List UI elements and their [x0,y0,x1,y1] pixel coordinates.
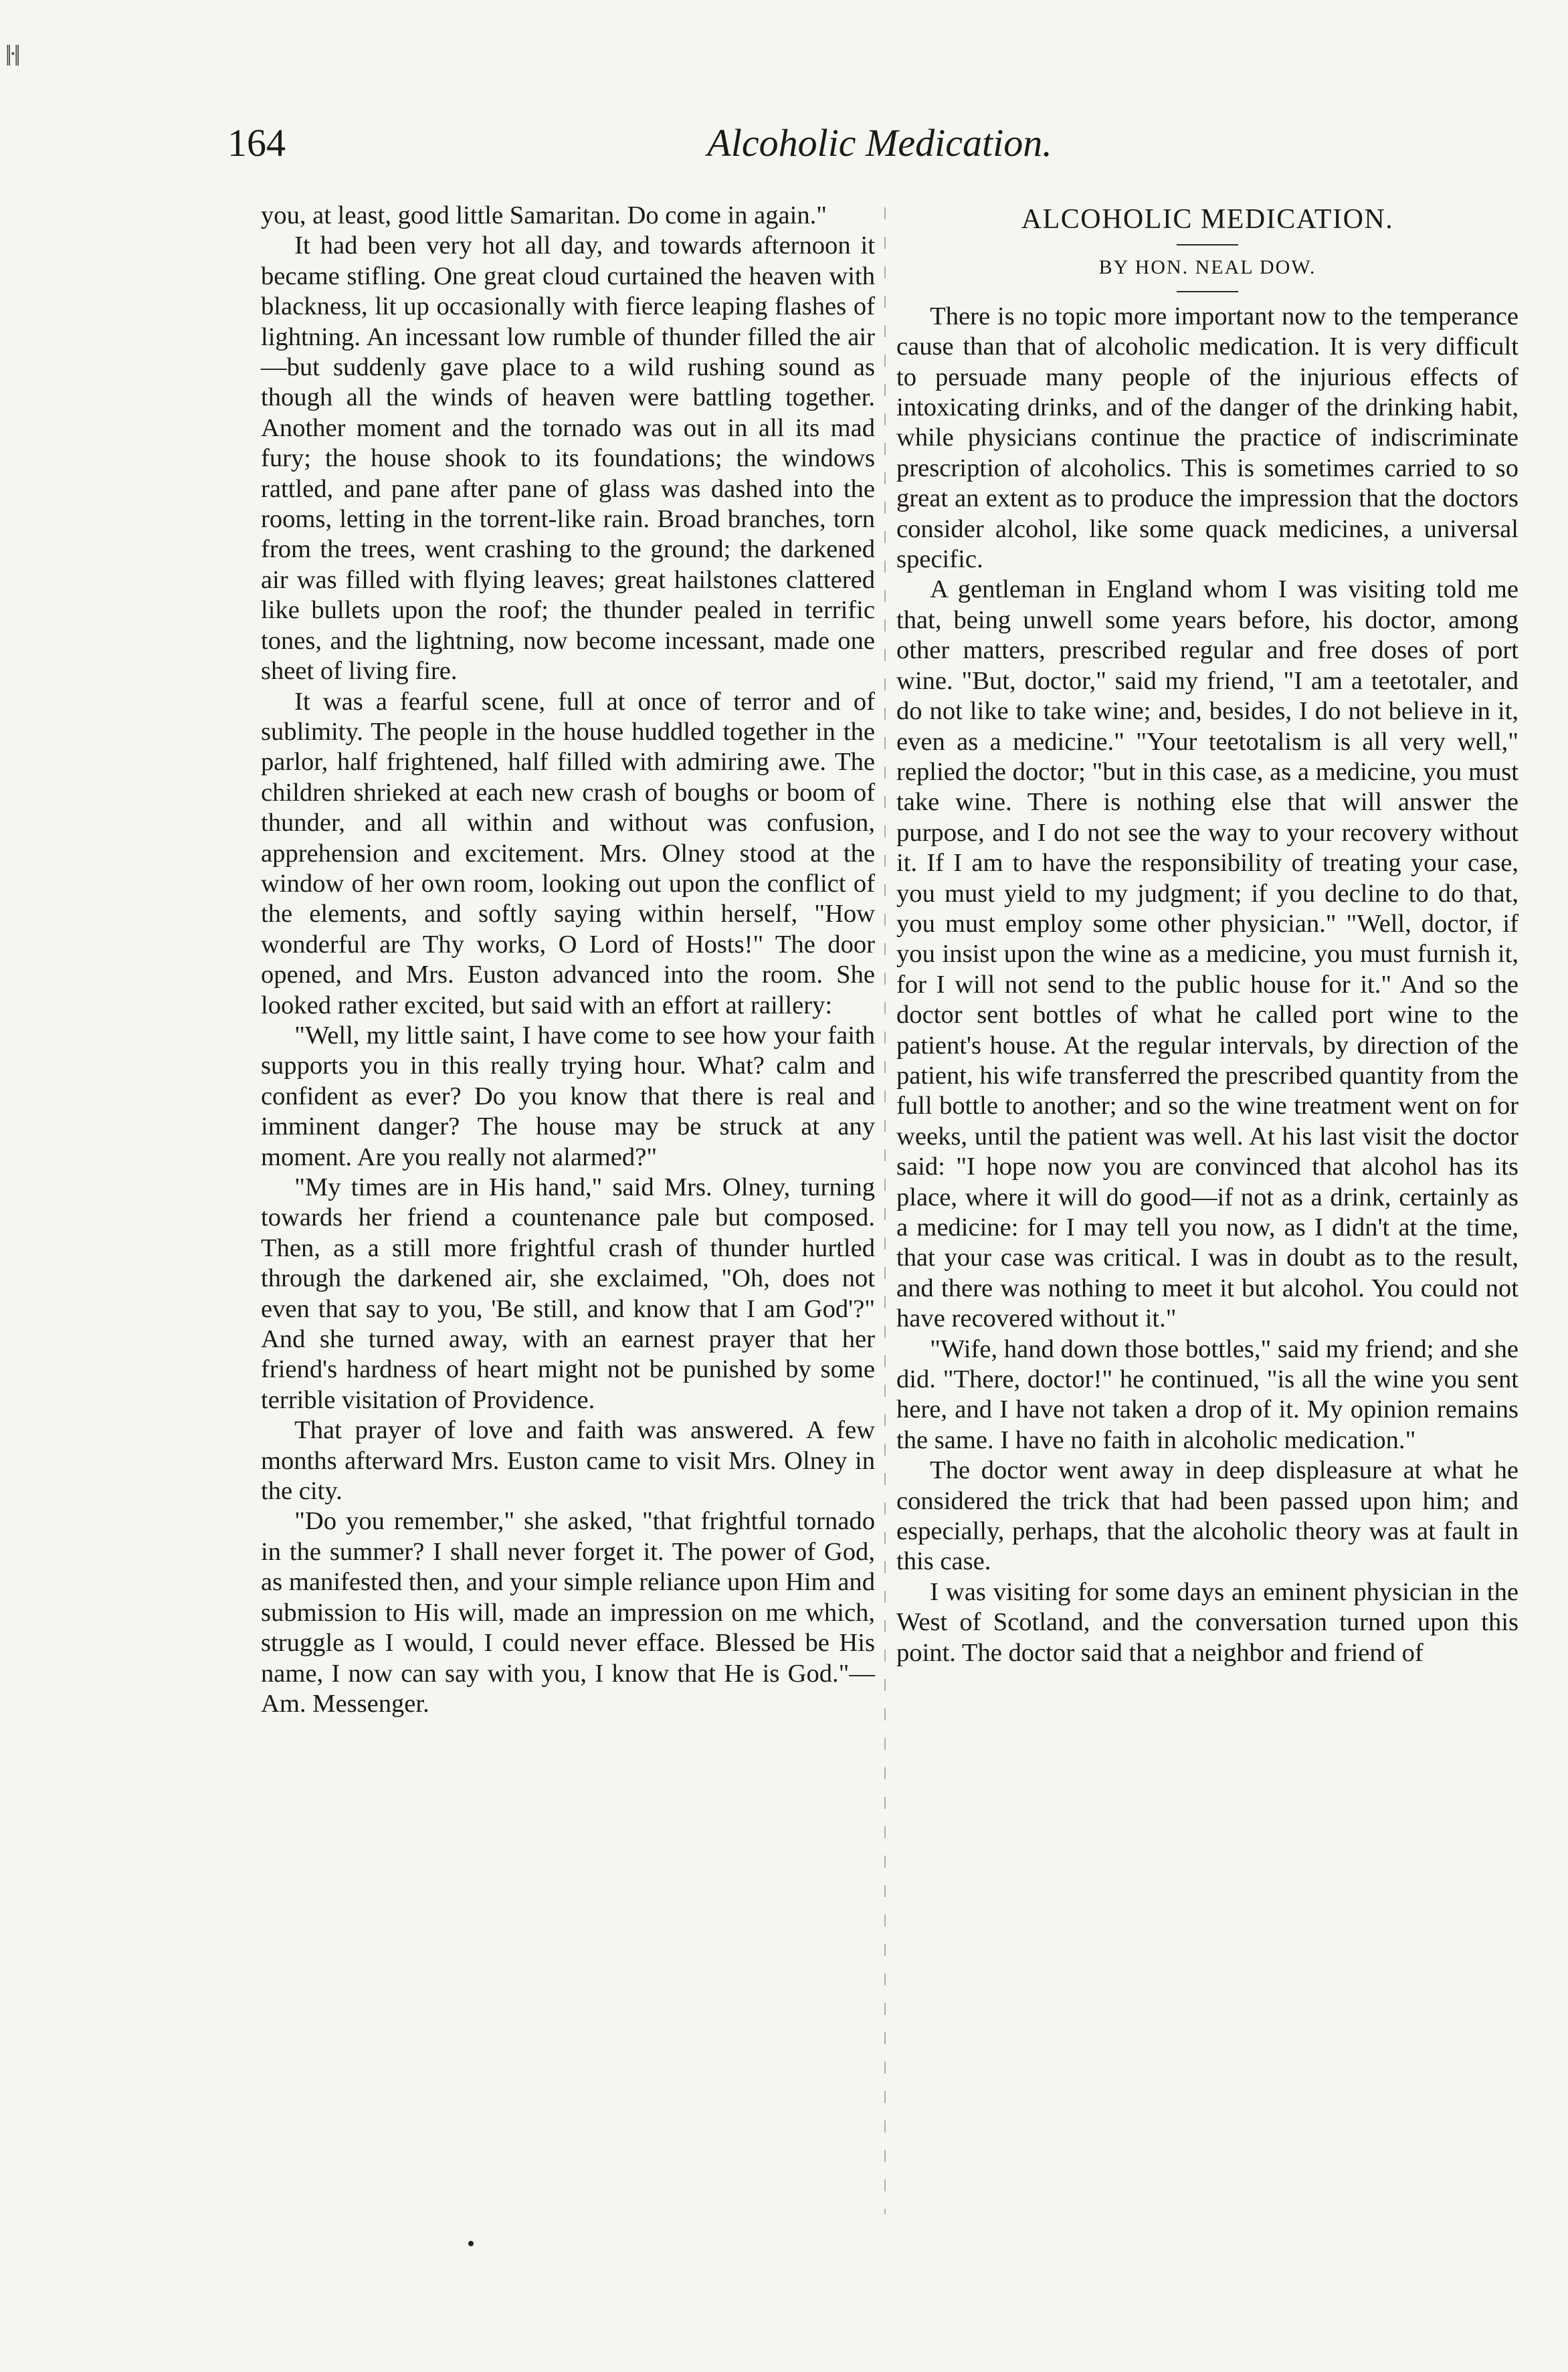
ink-speck [468,2241,474,2246]
running-title: Alcoholic Medication. [707,121,1052,165]
paragraph: That prayer of love and faith was answered. A few months afterward Mrs. Euston came to visit Mrs. Olney in the city. [261,1416,875,1506]
paragraph: "Do you remember," she asked, "that frightful tornado in the summer? I shall never forget it. The power of God, as manifested then, and your simple reliance upon Him and submission to His will, made an impression on me which, struggle as I would, I could never efface. Blessed be His name, I now can say with you, I know that He is God."—Am. Messenger. [261,1507,875,1718]
paragraph: I was visiting for some days an eminent physician in the West of Scotland, and the conversation turned upon this point. The doctor said that a neighbor and friend of [896,1577,1518,1667]
right-column [896,201,1518,1668]
paragraph: There is no topic more important now to the temperance cause than that of alcoholic medication. It is very difficult to persuade many people of the injurious effects of intoxicating drinks, and of the danger of the drinking habit, while physicians continue the practice of indiscriminate prescription of alcoholics. This is sometimes carried to so great an extent as to produce the impression that the doctors consider alcohol, like some quack medicines, a universal specific. [896,302,1518,574]
paragraph: A gentleman in England whom I was visiting told me that, being unwell some years before, his doctor, among other matters, prescribed regular and free doses of port wine. "But, doctor," said my friend, "I am a teetotaler, and do not like to take wine; and, besides, I do not believe in it, even as a medicine." "Your teetotalism is all very well," replied the doctor; "but in this case, as a medicine, you must take wine. There is nothing else that will answer the purpose, and I do not see the way to your recovery without it. If I am to have the responsibility of treating your case, you must yield to my judgment; if you decline to do that, you must employ some other physician." "Well, doctor, if you insist upon the wine as a medicine, you must furnish it, for I will not send to the public house for it." And so the doctor sent bottles of what he called port wine to the patient's house. At the regular intervals, by direction of the patient, his wife transferred the prescribed quantity from the full bottle to another; and so the wine treatment went on for weeks, until the patient was well. At his last visit the doctor said: "I hope now you are convinced that alcohol has its place, where it will do good—if not as a drink, certainly as a medicine: for I may tell you now, as I didn't at the time, that your case was critical. I was in doubt as to the result, and there was nothing to meet it but alcohol. You could not have recovered without it." [896,575,1518,1333]
paragraph: "Wife, hand down those bottles," said my friend; and she did. "There, doctor!" he continued, "is all the wine you sent here, and I have not taken a drop of it. My opinion remains the same. I have no faith in alcoholic medication." [896,1335,1518,1454]
article-title: ALCOHOLIC MEDICATION. [1021,204,1394,235]
paragraph: It was a fearful scene, full at once of terror and of sublimity. The people in the house huddled together in the parlor, half frightened, half filled with admiring awe. The children shrieked at each new crash of boughs or boom of thunder, and all within and without was confusion, apprehension and excitement. Mrs. Olney stood at the window of her own room, looking out upon the conflict of the elements, and softly saying within herself, "How wonderful are Thy works, O Lord of Hosts!" The door opened, and Mrs. Euston advanced into the room. She looked rather excited, but said with an effort at raillery: [261,687,875,1019]
paragraph: "My times are in His hand," said Mrs. Olney, turning towards her friend a countenance pale but composed. Then, as a still more frightful crash of thunder hurtled through the darkened air, she exclaimed, "Oh, does not even that say to you, 'Be still, and know that I am God'?" And she turned away, with an earnest prayer that her friend's hardness of heart might not be punished by some terrible visitation of Providence. [261,1173,875,1414]
byline: BY HON. NEAL DOW. [1098,256,1316,279]
column-divider [884,207,886,2214]
scan-marks: ||·|| [5,41,18,66]
page-header [227,120,1532,181]
paragraph: The doctor went away in deep displeasure at what he considered the trick that had been passed upon him; and especially, perhaps, that the alcoholic theory was at fault in this case. [896,1456,1518,1576]
byline-rule [1177,291,1238,292]
title-rule [1177,244,1238,245]
page-number: 164 [227,121,286,165]
left-column [261,201,875,1719]
paragraph: It had been very hot all day, and towards afternoon it became stifling. One great cloud curtained the heaven with blackness, lit up occasionally with fierce leaping flashes of lightning. An incessant low rumble of thunder filled the air—but suddenly gave place to a wild rushing sound as though all the winds of heaven were battling together. Another moment and the tornado was out in all its mad fury; the house shook to its foundations; the windows rattled, and pane after pane of glass was dashed into the rooms, letting in the torrent-like rain. Broad branches, torn from the trees, went crashing to the ground; the darkened air was filled with flying leaves; great hailstones clattered like bullets upon the roof; the thunder pealed in terrific tones, and the lightning, now become incessant, made one sheet of living fire. [261,231,875,686]
paragraph: "Well, my little saint, I have come to see how your faith supports you in this really trying hour. What? calm and confident as ever? Do you know that there is real and imminent danger? The house may be struck at any moment. Are you really not alarmed?" [261,1021,875,1171]
paragraph: you, at least, good little Samaritan. Do come in again." [261,201,827,229]
